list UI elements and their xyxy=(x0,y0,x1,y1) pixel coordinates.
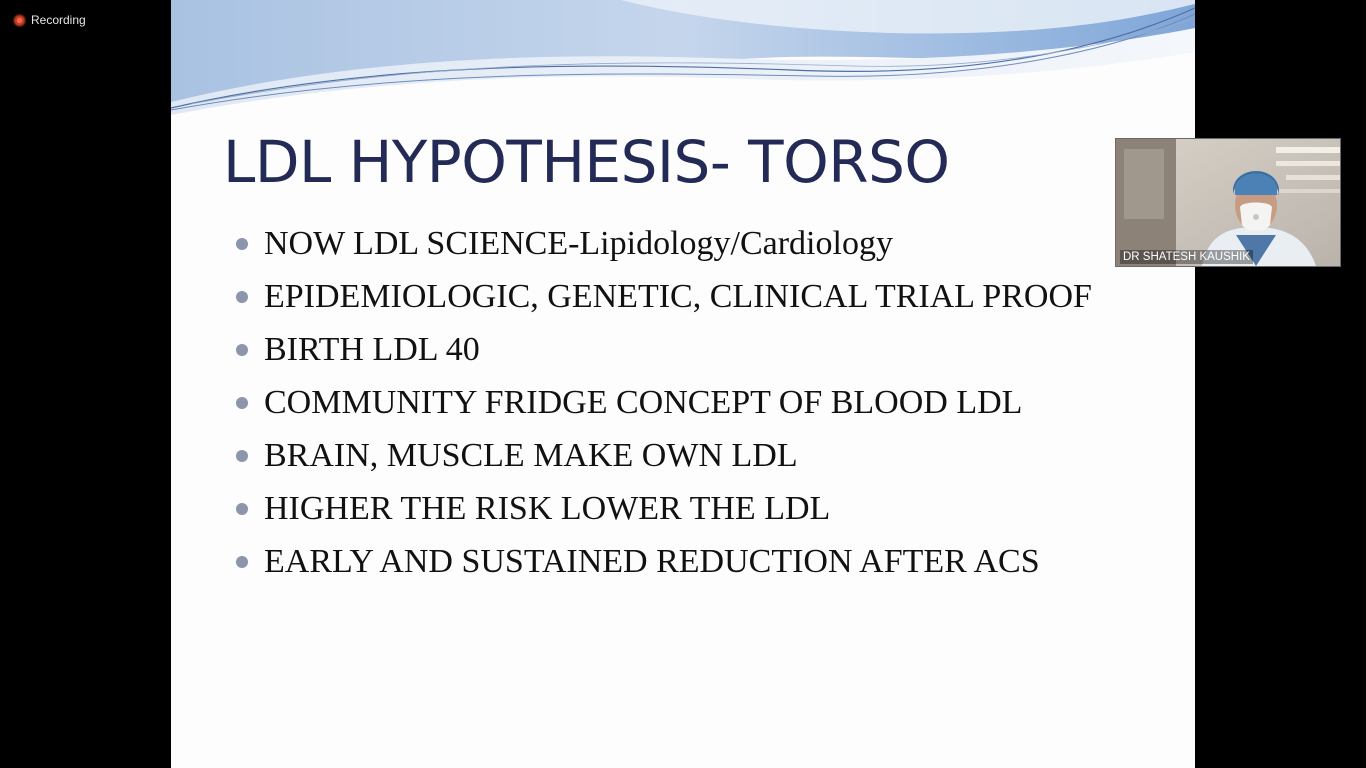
bullet-item xyxy=(234,222,1134,266)
bullet-item xyxy=(234,328,1134,372)
wave-header-decoration xyxy=(171,0,1195,130)
bullet-item xyxy=(234,540,1134,584)
participant-video-tile[interactable] xyxy=(1115,138,1341,267)
bullet-dot-icon xyxy=(236,556,248,568)
slide-title: LDL HYPOTHESIS- TORSO xyxy=(223,128,950,196)
bullet-item xyxy=(234,434,1134,478)
participant-video-feed xyxy=(1116,139,1340,266)
bullet-text: EPIDEMIOLOGIC, GENETIC, CLINICAL TRIAL PROOF xyxy=(264,278,1092,315)
bullet-dot-icon xyxy=(236,291,248,303)
bullet-dot-icon xyxy=(236,397,248,409)
bullet-item xyxy=(234,381,1134,425)
bullet-text: NOW LDL SCIENCE-Lipidology/Cardiology xyxy=(264,225,893,262)
bullet-dot-icon xyxy=(236,238,248,250)
recording-dot-icon xyxy=(14,15,25,26)
bullet-dot-icon xyxy=(236,344,248,356)
bullet-dot-icon xyxy=(236,450,248,462)
bullet-text: BIRTH LDL 40 xyxy=(264,331,480,368)
recording-indicator[interactable] xyxy=(14,11,86,29)
bullet-item xyxy=(234,275,1134,319)
shared-slide xyxy=(171,0,1195,768)
bullet-text: BRAIN, MUSCLE MAKE OWN LDL xyxy=(264,437,798,474)
bullet-list xyxy=(234,222,1134,593)
participant-name: DR SHATESH KAUSHIK xyxy=(1120,250,1253,264)
bullet-text: HIGHER THE RISK LOWER THE LDL xyxy=(264,490,831,527)
recording-label: Recording xyxy=(31,13,86,27)
bullet-text: COMMUNITY FRIDGE CONCEPT OF BLOOD LDL xyxy=(264,384,1023,421)
bullet-dot-icon xyxy=(236,503,248,515)
bullet-item xyxy=(234,487,1134,531)
bullet-text: EARLY AND SUSTAINED REDUCTION AFTER ACS xyxy=(264,543,1040,580)
